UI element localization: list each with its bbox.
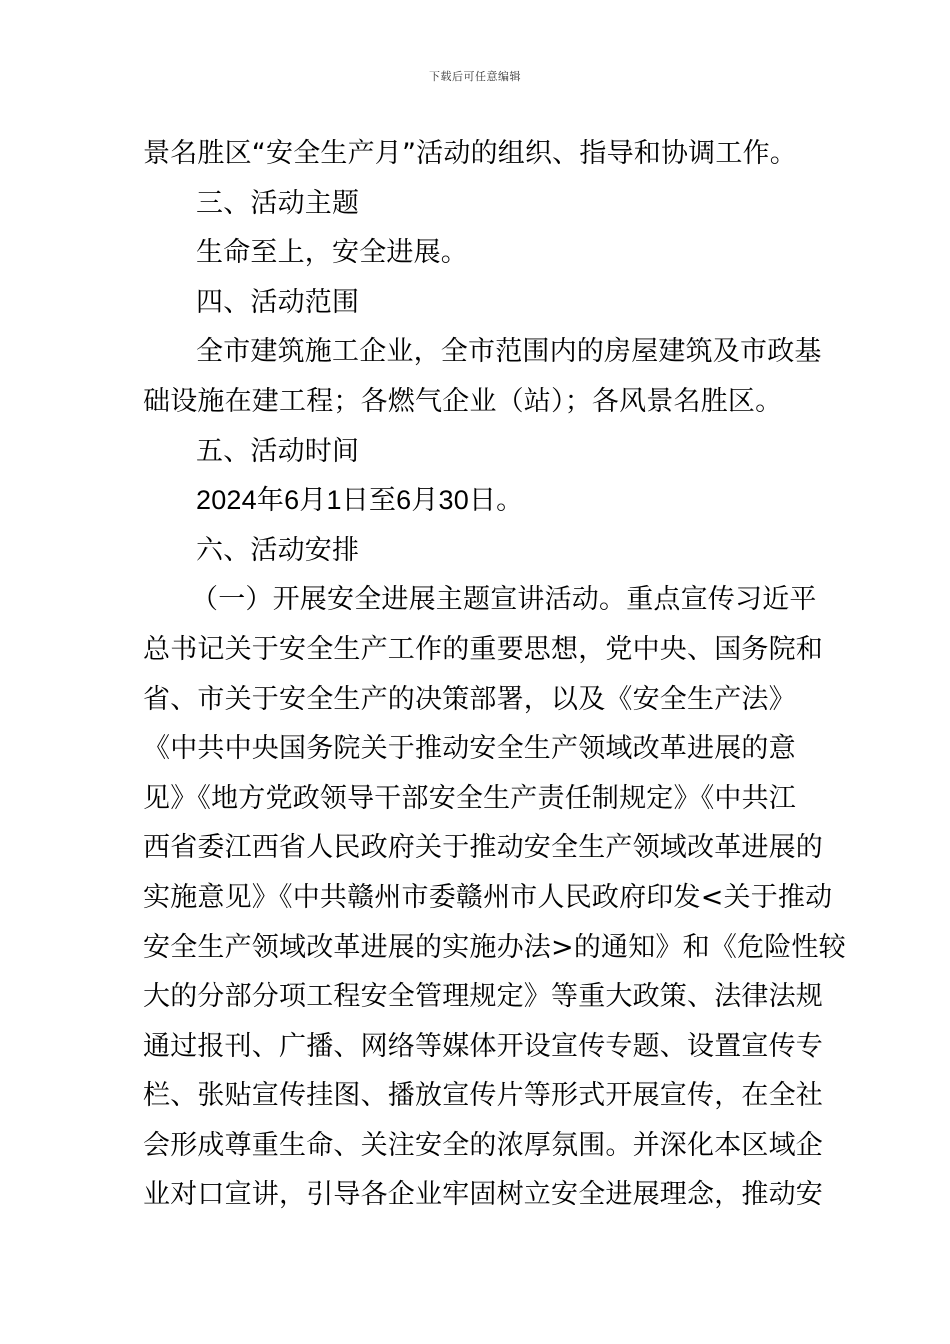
page-header-note: 下载后可任意编辑 bbox=[429, 70, 521, 83]
paragraph-line: （一）开展安全进展主题宣讲活动。重点宣传习近平 bbox=[191, 584, 817, 616]
paragraph-line: 西省委江西省人民政府关于推动安全生产领域改革进展的 bbox=[143, 832, 823, 864]
section-heading-time: 五、活动时间 bbox=[196, 435, 360, 467]
paragraph-line: 大的分部分项工程安全管理规定》等重大政策、法律法规 bbox=[143, 981, 823, 1013]
paragraph-line: 础设施在建工程；各燃气企业（站）；各风景名胜区。 bbox=[143, 385, 783, 417]
paragraph-line: 业对口宣讲，引导各企业牢固树立安全进展理念，推动安 bbox=[143, 1179, 823, 1211]
paragraph-line: 通过报刊、广播、网络等媒体开设宣传专题、设置宣传专 bbox=[143, 1030, 823, 1062]
paragraph-line: 栏、张贴宣传挂图、播放宣传片等形式开展宣传，在全社 bbox=[143, 1080, 823, 1112]
section-heading-arrangement: 六、活动安排 bbox=[196, 534, 360, 566]
document-body bbox=[143, 129, 846, 1220]
section-heading-scope: 四、活动范围 bbox=[196, 286, 360, 318]
paragraph-line: 省、市关于安全生产的决策部署，以及《安全生产法》 bbox=[143, 683, 796, 715]
paragraph-line: 安全生产领域改革进展的实施办法>的通知》和《危险性较 bbox=[143, 931, 846, 963]
paragraph-line-date: 2024年6月1日至6月30日。 bbox=[196, 485, 524, 516]
paragraph-line: 见》《地方党政领导干部安全生产责任制规定》《中共江 bbox=[143, 782, 796, 814]
paragraph-line: 实施意见》《中共赣州市委赣州市人民政府印发<关于推动 bbox=[143, 881, 833, 913]
paragraph-line: 《中共中央国务院关于推动安全生产领域改革进展的意 bbox=[143, 733, 796, 765]
section-heading-theme: 三、活动主题 bbox=[196, 187, 360, 219]
paragraph-line: 会形成尊重生命、关注安全的浓厚氛围。并深化本区域企 bbox=[143, 1129, 823, 1161]
paragraph-line: 全市建筑施工企业，全市范围内的房屋建筑及市政基 bbox=[196, 336, 822, 368]
paragraph-line: 景名胜区“安全生产月”活动的组织、指导和协调工作。 bbox=[143, 138, 797, 169]
paragraph-line: 生命至上，安全进展。 bbox=[196, 237, 468, 269]
paragraph-line: 总书记关于安全生产工作的重要思想，党中央、国务院和 bbox=[143, 633, 823, 665]
